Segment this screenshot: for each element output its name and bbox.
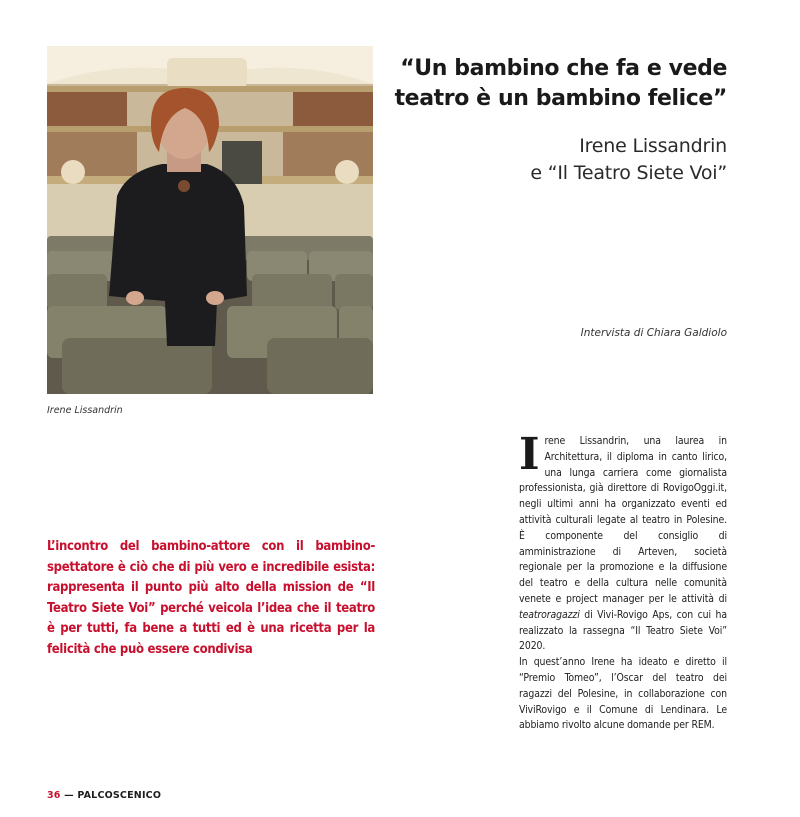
headline-line-2: teatro è un bambino felice” bbox=[394, 86, 727, 111]
theatre-portrait-illustration bbox=[47, 46, 373, 394]
body-paragraph-2: In quest’anno Irene ha ideato e diretto il “Premio Tomeo”, l’Oscar del teatro dei ragazzi del Polesine, in collaborazione con ViviRovigo e il Comune di Lendinara. Le abbiamo rivolto alcune domande per REM. bbox=[519, 656, 727, 732]
portrait-photo bbox=[47, 46, 373, 394]
photo-caption: Irene Lissandrin bbox=[47, 405, 123, 416]
byline: Intervista di Chiara Galdiolo bbox=[580, 327, 727, 339]
footer-separator: — bbox=[60, 790, 78, 801]
body-paragraph-1: rene Lissandrin, una laurea in Architettura, il diploma in canto lirico, una lunga carriera come giornalista professionista, già direttore di RovigoOggi.it, negli ultimi anni ha organizzato eventi ed attività culturali legate al teatro in Polesine. È componente del consiglio di amministrazione di Arteven, società regionale per la promozione e la diffusione del teatro e della cultura nelle comunità venete e project manager per le attività di bbox=[519, 435, 727, 605]
body-italic-term: teatroragazzi bbox=[519, 608, 580, 621]
article-subtitle bbox=[427, 133, 727, 187]
subtitle-line-2: e “Il Teatro Siete Voi” bbox=[530, 162, 727, 184]
body-paragraph-1-end: di Vivi-Rovigo Aps, con cui ha realizzato la rassegna “Il Teatro Siete Voi” 2020. bbox=[519, 608, 727, 653]
pull-quote: L’incontro del bambino-attore con il bambino-spettatore è ciò che di più vero e incredibile esista: rappresenta il punto più alto della mission de “Il Teatro Siete Voi” perché veicola l’idea che il teatro è per tutti, fa bene a tutti ed è una ricetta per la felicità che può essere condivisa bbox=[47, 539, 375, 657]
page-number: 36 bbox=[47, 790, 61, 801]
headline-line-1: “Un bambino che fa e vede bbox=[400, 56, 727, 81]
article-body bbox=[519, 429, 727, 734]
drop-cap: I bbox=[519, 429, 540, 480]
subtitle-line-1: Irene Lissandrin bbox=[579, 135, 727, 157]
page-footer bbox=[47, 790, 161, 801]
article-headline bbox=[387, 54, 727, 114]
section-name: PALCOSCENICO bbox=[77, 790, 162, 801]
